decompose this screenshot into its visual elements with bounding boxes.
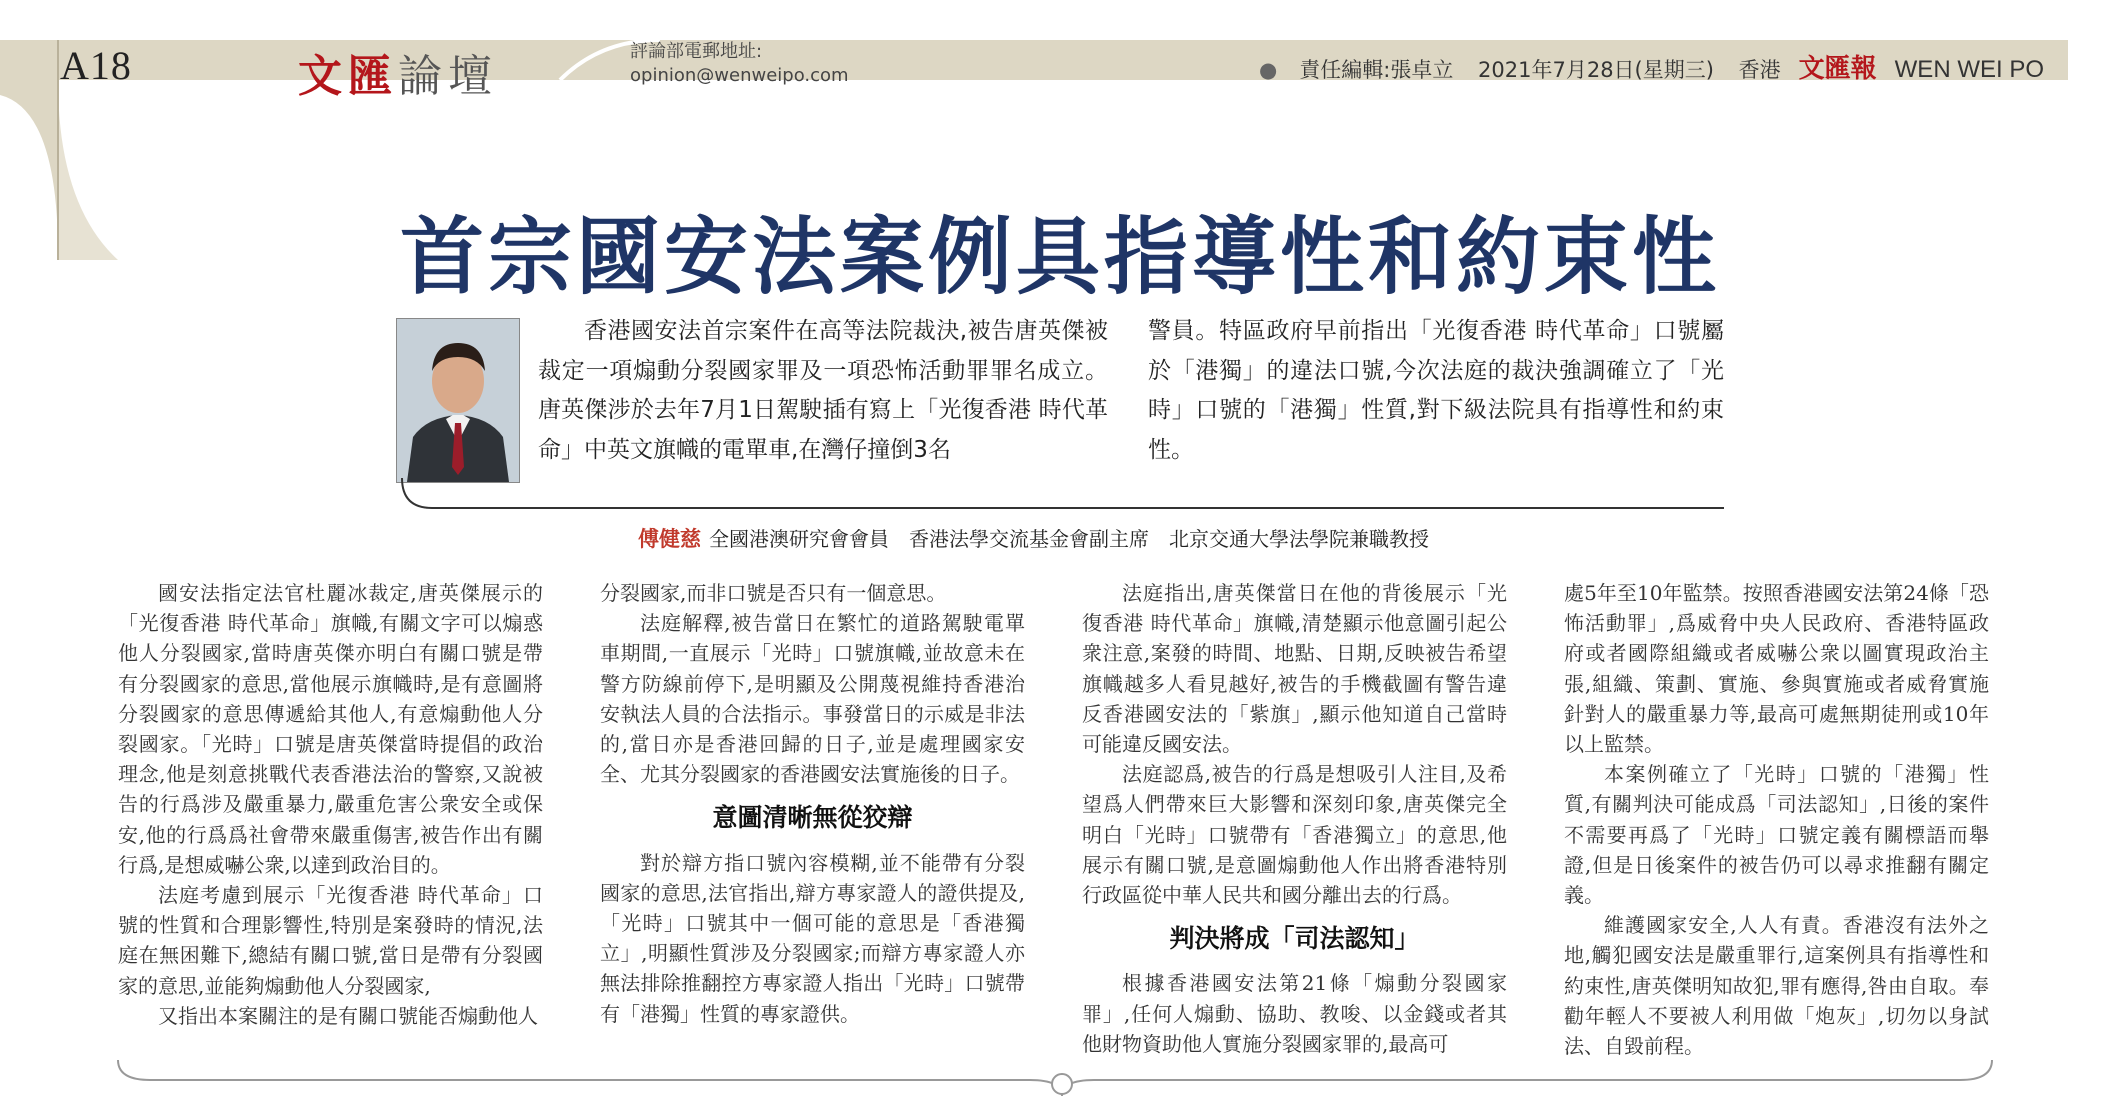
article-column-4 — [1564, 578, 1989, 1061]
paragraph: 法庭解釋,被告當日在繁忙的道路駕駛電單車期間,一直展示「光時」口號旗幟,並故意未在警方防線前停下,是明顯及公開蔑視維持香港治安執法人員的合法指示。事發當日的示威是非法的,當日亦是香港回歸的日子,並是處理國家安全、尤其分裂國家的香港國安法實施後的日子。 — [600, 611, 1025, 787]
paragraph: 維護國家安全,人人有責。香港沒有法外之地,觸犯國安法是嚴重罪行,這案例具有指導性和約束性,唐英傑明知故犯,罪有應得,咎由自取。奉勸年輕人不要被人利用做「炮灰」,切勿以身試法、自毀前程。 — [1564, 913, 1989, 1059]
paragraph: 本案例確立了「光時」口號的「港獨」性質,有關判決可能成爲「司法認知」,日後的案件不需要再爲了「光時」口號定義有關標語而舉證,但是日後案件的被告仍可以尋求推翻有關定義。 — [1564, 762, 1989, 908]
paragraph: 處5年至10年監禁。按照香港國安法第24條「恐怖活動罪」,爲威脅中央人民政府、香港特區政府或者國際組織或者威嚇公衆以圖實現政治主張,組織、策劃、實施、參與實施或者威脅實施針對人的嚴重暴力等,最高可處無期徒刑或10年以上監禁。 — [1564, 581, 1989, 757]
page-number: A18 — [60, 43, 132, 88]
masthead-english: WEN WEI PO — [1894, 56, 2044, 83]
summary-left: 香港國安法首宗案件在高等法院裁決,被告唐英傑被裁定一項煽動分裂國家罪及一項恐怖活動罪罪名成立。唐英傑涉於去年7月1日駕駛插有寫上「光復香港 時代革命」中英文旗幟的電單車,在灣仔撞倒3名 — [538, 318, 1108, 463]
bullet-icon: ● — [1258, 58, 1278, 82]
masthead-region: 香港 — [1738, 58, 1781, 82]
footer-decoration — [0, 1060, 2114, 1097]
editor-name: 責任編輯:張卓立 — [1299, 58, 1454, 82]
paragraph: 法庭考慮到展示「光復香港 時代革命」口號的性質和合理影響性,特別是案發時的情況,法庭在無困難下,總結有關口號,當日是帶有分裂國家的意思,並能夠煽動他人分裂國家, — [118, 883, 543, 998]
summary-underline — [396, 478, 1724, 512]
paragraph: 根據香港國安法第21條「煽動分裂國家罪」,任何人煽動、協助、教唆、以金錢或者其他財物資助他人實施分裂國家罪的,最高可 — [1082, 971, 1507, 1056]
contact-label: 評論部電郵地址: — [630, 41, 763, 62]
paragraph: 法庭認爲,被告的行爲是想吸引人注目,及希望爲人們帶來巨大影響和深刻印象,唐英傑完全明白「光時」口號帶有「香港獨立」的意思,他展示有關口號,是意圖煽動他人作出將香港特別行政區從中華人民共和國分離出去的行爲。 — [1082, 762, 1507, 908]
section-title — [298, 40, 498, 104]
paragraph: 又指出本案關注的是有關口號能否煽動他人 — [158, 1003, 538, 1028]
contact-email[interactable]: opinion@wenweipo.com — [630, 65, 849, 86]
author-name: 傅健慈 — [638, 527, 701, 551]
contact-info — [630, 40, 849, 88]
summary-right: 警員。特區政府早前指出「光復香港 時代革命」口號屬於「港獨」的違法口號,今次法庭的裁決強調確立了「光時」口號的「港獨」性質,對下級法院具有指導性和約束性。 — [1148, 318, 1724, 463]
paragraph: 分裂國家,而非口號是否只有一個意思。 — [600, 581, 947, 605]
paragraph: 對於辯方指口號內容模糊,並不能帶有分裂國家的意思,法官指出,辯方專家證人的證供提及,「光時」口號其中一個可能的意思是「香港獨立」,明顯性質涉及分裂國家;而辯方專家證人亦無法排除推翻控方專家證人指出「光時」口號帶有「港獨」性質的專家證供。 — [600, 850, 1025, 1026]
author-photo — [396, 318, 520, 483]
article-column-1 — [118, 578, 543, 1031]
editor-credit — [1259, 58, 1453, 82]
header-info — [1259, 48, 2044, 85]
author-portrait-icon — [397, 319, 519, 482]
author-titles: 全國港澳研究會會員 香港法學交流基金會副主席 北京交通大學法學院兼職教授 — [709, 527, 1429, 551]
issue-date: 2021年7月28日(星期三) — [1478, 58, 1714, 82]
article-title: 首宗國安法案例具指導性和約束性 — [399, 207, 1720, 306]
masthead-logo: 文匯報 — [1798, 54, 1877, 84]
article-column-3 — [1082, 578, 1507, 1059]
subheading: 判決將成「司法認知」 — [1169, 924, 1420, 954]
masthead — [1738, 54, 2044, 84]
paragraph: 國安法指定法官杜麗冰裁定,唐英傑展示的「光復香港 時代革命」旗幟,有關文字可以煽惑他人分裂國家,當時唐英傑亦明白有關口號是帶有分裂國家的意思,當他展示旗幟時,是有意圖將分裂國家的意思傳遞給其他人,有意煽動他人分裂國家。「光時」口號是唐英傑當時提倡的政治理念,他是刻意挑戰代表香港法治的警察,又說被告的行爲涉及嚴重暴力,嚴重危害公衆安全或保安,他的行爲爲社會帶來嚴重傷害,被告作出有關行爲,是想威嚇公衆,以達到政治目的。 — [118, 581, 543, 877]
paragraph: 法庭指出,唐英傑當日在他的背後展示「光復香港 時代革命」旗幟,清楚顯示他意圖引起公衆注意,案發的時間、地點、日期,反映被告希望旗幟越多人看見越好,被告的手機截圖有警告違反香港國安法的「紫旗」,顯示他知道自己當時可能違反國安法。 — [1082, 581, 1507, 757]
subheading: 意圖清晰無從狡辯 — [712, 803, 913, 833]
author-byline — [638, 523, 1429, 553]
section-title-brand: 文匯 — [298, 51, 398, 102]
article-column-2 — [600, 578, 1025, 1029]
section-title-sub: 論壇 — [398, 51, 498, 102]
